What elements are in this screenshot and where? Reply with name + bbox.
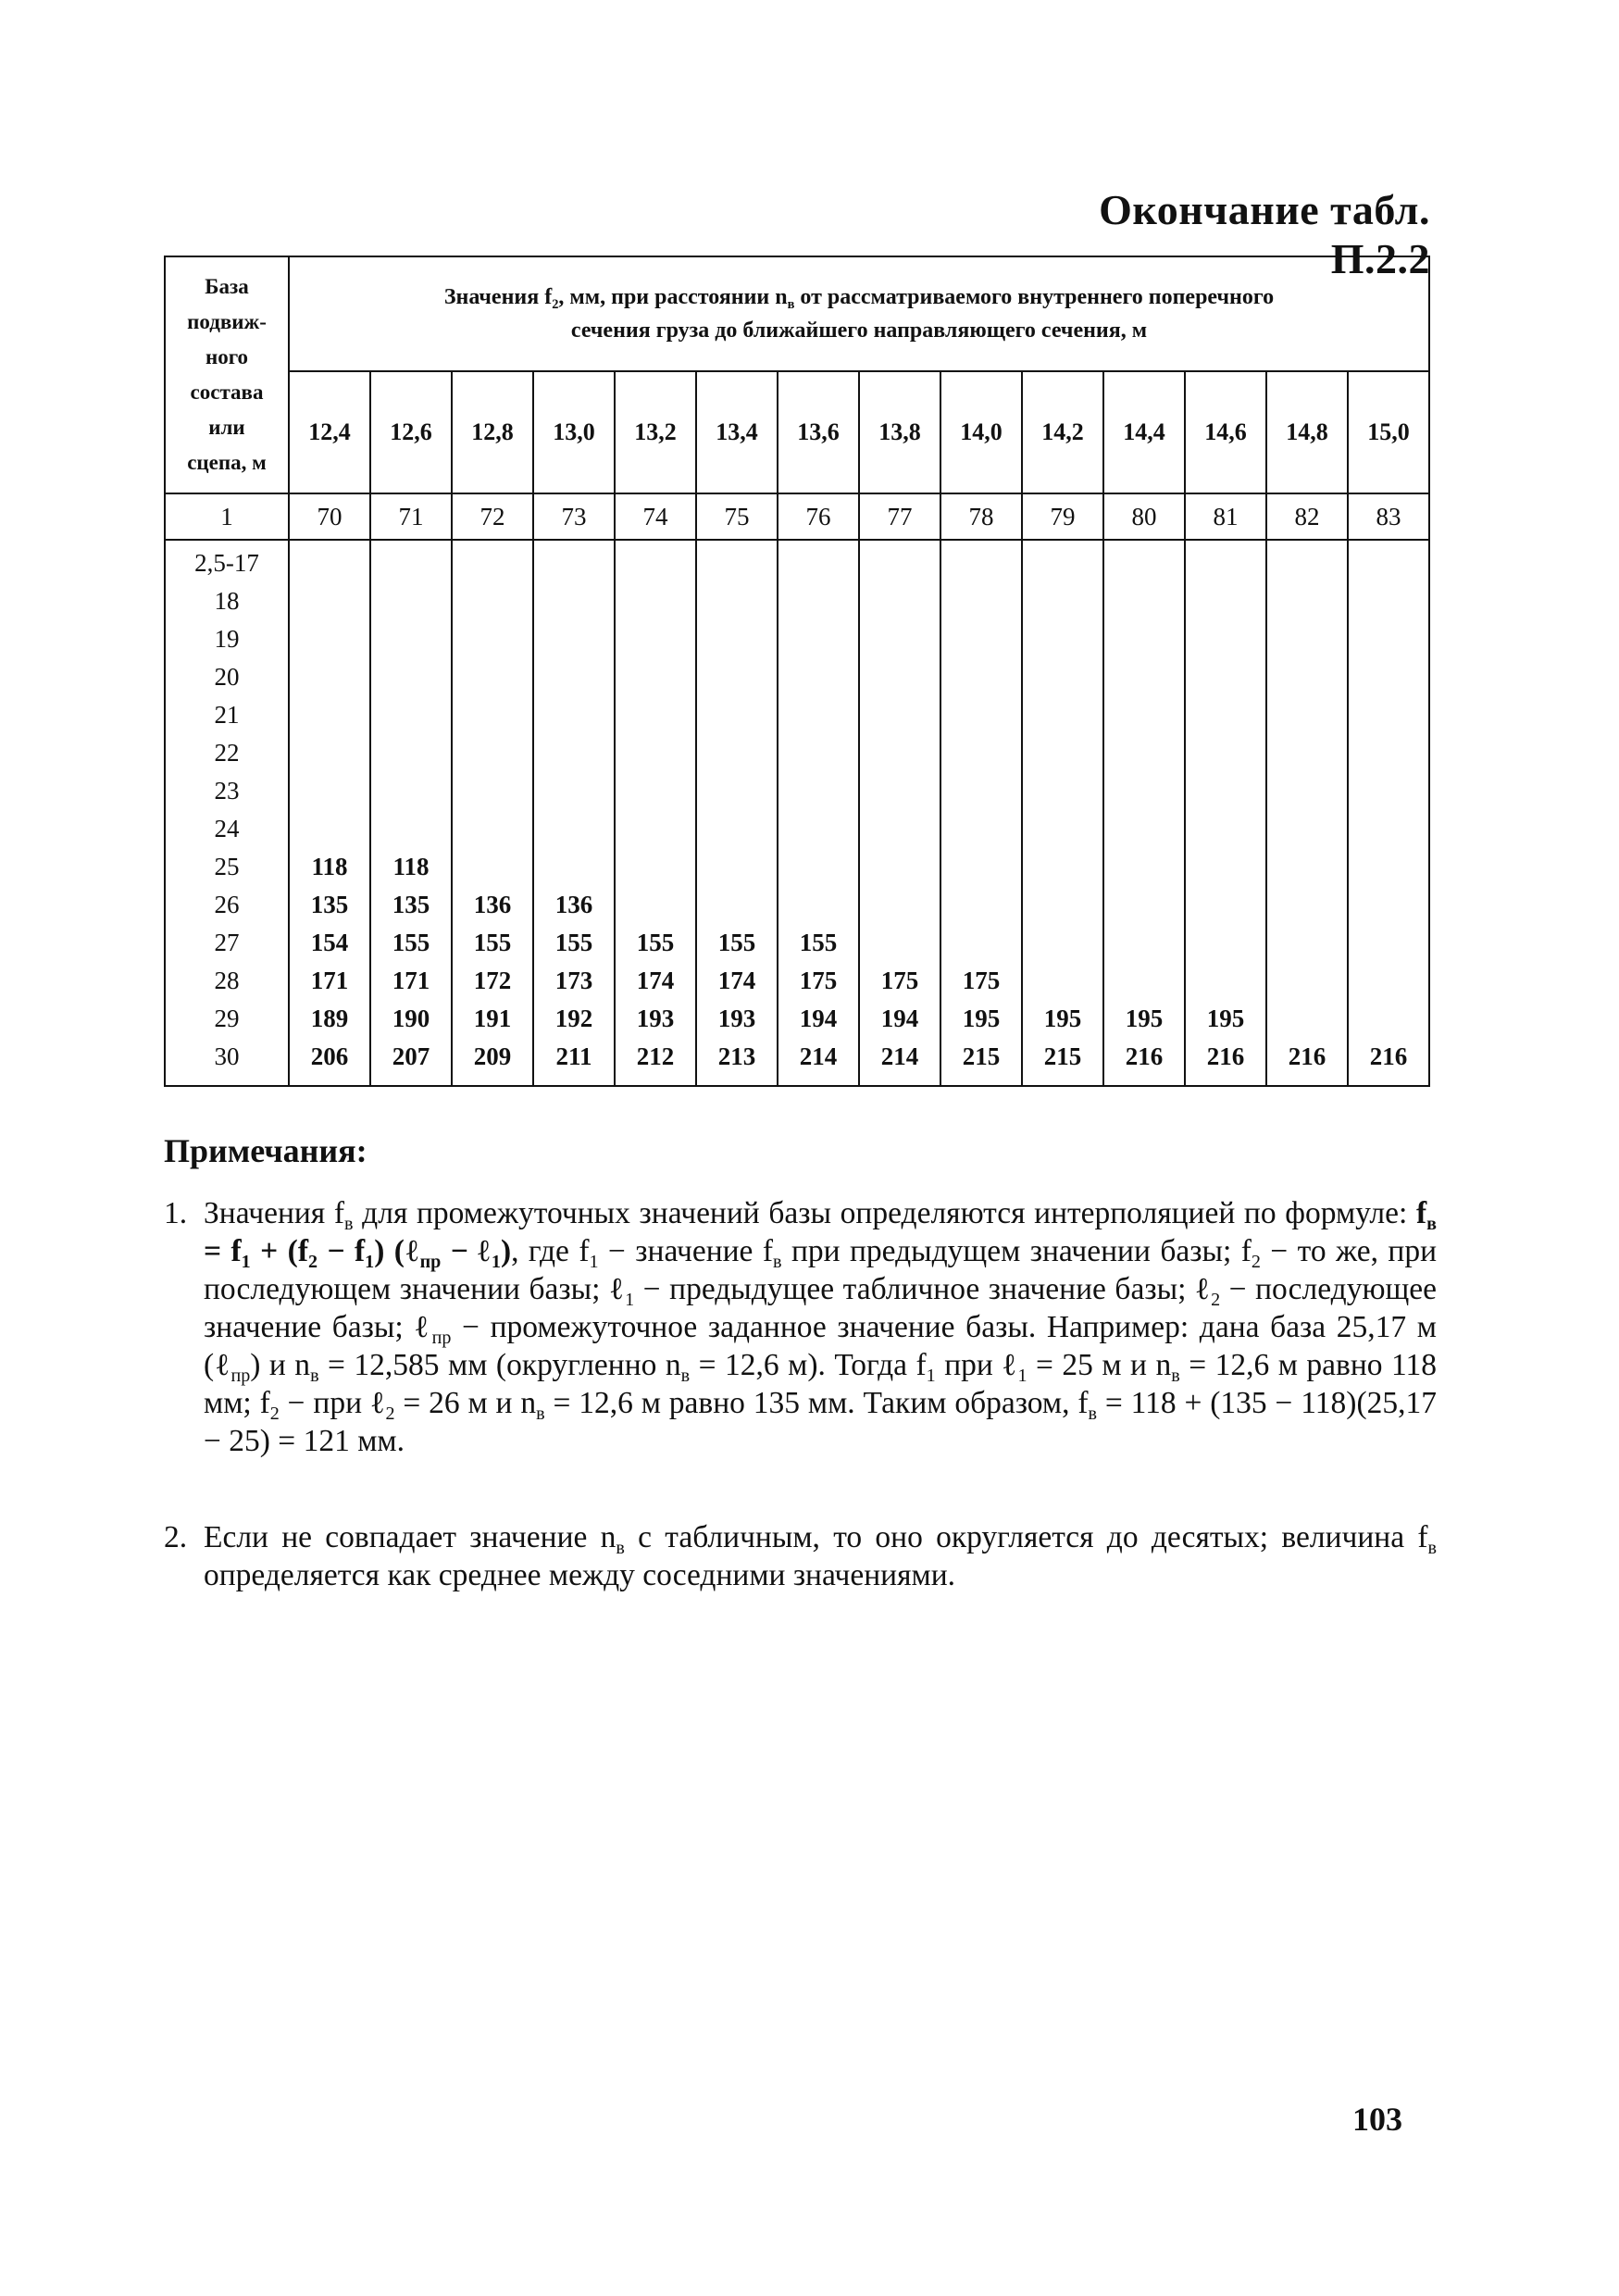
- clearance-value-cell: [1023, 582, 1102, 620]
- header-span-line1: Значения $f_2$, мм, при расстоянии $n_в$ от рассматриваемого внутреннего поперечного: [443, 285, 1275, 313]
- clearance-value-cell: [1349, 1000, 1428, 1038]
- clearance-value-cell: [1186, 658, 1265, 696]
- clearance-value-cell: [534, 810, 614, 848]
- clearance-value-cell: [534, 582, 614, 620]
- clearance-value-cell: [290, 620, 369, 658]
- clearance-value-cell: [616, 810, 695, 848]
- clearance-value-cell: [371, 734, 451, 772]
- clearance-value-cell: 155: [392, 929, 430, 956]
- clearance-value-cell: [860, 810, 940, 848]
- clearance-value-cell: [1186, 810, 1265, 848]
- clearance-value-column: [940, 540, 1022, 1086]
- note-2: [164, 1518, 1437, 1594]
- clearance-value-cell: [1023, 772, 1102, 810]
- clearance-value-cell: [778, 772, 858, 810]
- clearance-value-cell: [1186, 582, 1265, 620]
- header-base-lines: [166, 269, 288, 480]
- clearance-value-cell: [860, 544, 940, 582]
- header-distance-value: 12,8: [452, 371, 533, 493]
- clearance-value-cell: [1267, 544, 1347, 582]
- header-values-row: [165, 371, 1429, 493]
- column-number: 70: [289, 493, 370, 540]
- clearance-value-cell: [1267, 734, 1347, 772]
- base-length-value: 20: [214, 663, 240, 691]
- column-number: 81: [1185, 493, 1266, 540]
- clearance-value-cell: [1349, 924, 1428, 962]
- clearance-value-cell: 194: [799, 1004, 838, 1032]
- clearance-value-cell: 136: [554, 891, 593, 918]
- clearance-value-cell: 216: [1206, 1042, 1245, 1070]
- clearance-value-cell: [290, 582, 369, 620]
- clearance-value-cell: [860, 582, 940, 620]
- clearance-value-cell: [697, 658, 777, 696]
- clearance-value-cell: 189: [310, 1004, 349, 1032]
- clearance-value-cell: [616, 582, 695, 620]
- clearance-value-column: [696, 540, 778, 1086]
- clearance-value-cell: [697, 582, 777, 620]
- clearance-value-cell: 193: [636, 1004, 675, 1032]
- base-length-value: 25: [214, 853, 240, 880]
- clearance-value-cell: [616, 886, 695, 924]
- clearance-value-cell: [290, 696, 369, 734]
- clearance-value-cell: 175: [962, 967, 1001, 994]
- clearance-value-cell: [778, 620, 858, 658]
- clearance-value-cell: [1267, 810, 1347, 848]
- clearance-value-cell: [1104, 848, 1184, 886]
- clearance-value-cell: 173: [554, 967, 593, 994]
- clearance-value-cell: [534, 772, 614, 810]
- clearance-value-cell: [1267, 696, 1347, 734]
- clearance-value-cell: [371, 658, 451, 696]
- clearance-value-cell: 211: [555, 1042, 592, 1070]
- clearance-value-cell: 213: [717, 1042, 756, 1070]
- clearance-value-cell: 174: [717, 967, 756, 994]
- base-length-value: 2,5-17: [194, 549, 259, 577]
- clearance-value-cell: [778, 848, 858, 886]
- clearance-value-cell: 195: [962, 1004, 1001, 1032]
- clearance-value-cell: [1349, 620, 1428, 658]
- clearance-value-cell: 155: [717, 929, 756, 956]
- clearance-value-cell: [697, 620, 777, 658]
- clearance-value-cell: [1104, 696, 1184, 734]
- base-length-value: 22: [214, 739, 240, 767]
- clearance-value-column: [289, 540, 370, 1086]
- clearance-value-cell: [1104, 582, 1184, 620]
- column-number: 76: [778, 493, 859, 540]
- clearance-value-cell: 215: [1043, 1042, 1082, 1070]
- header-distance-value: 14,0: [940, 371, 1022, 493]
- clearance-value-cell: [697, 734, 777, 772]
- clearance-value-cell: 195: [1206, 1004, 1245, 1032]
- base-length-value: 19: [214, 625, 240, 653]
- base-length-value: 26: [214, 891, 240, 918]
- header-distance-value: 14,2: [1022, 371, 1103, 493]
- clearance-value-cell: [371, 696, 451, 734]
- clearance-value-cell: [453, 582, 532, 620]
- clearance-value-column: [859, 540, 940, 1086]
- clearance-value-cell: [941, 544, 1021, 582]
- clearance-value-cell: [371, 544, 451, 582]
- base-length-value: 28: [214, 967, 240, 994]
- clearance-value-cell: 214: [880, 1042, 919, 1070]
- column-number: 83: [1348, 493, 1429, 540]
- clearance-value-cell: [941, 772, 1021, 810]
- clearance-value-column: [1185, 540, 1266, 1086]
- table-continuation-title: Окончание табл. П.2.2: [1099, 186, 1430, 282]
- header-base-line: состава: [190, 381, 264, 404]
- clearance-value-cell: [1104, 734, 1184, 772]
- clearance-value-cell: [941, 658, 1021, 696]
- clearance-value-cell: [290, 810, 369, 848]
- column-number: 1: [165, 493, 289, 540]
- clearance-value-cell: [697, 772, 777, 810]
- clearance-value-cell: [941, 848, 1021, 886]
- column-number: 79: [1022, 493, 1103, 540]
- clearance-value-cell: [1267, 772, 1347, 810]
- clearance-value-cell: [290, 734, 369, 772]
- clearance-value-cell: [1023, 924, 1102, 962]
- base-length-value: 29: [214, 1004, 240, 1032]
- clearance-value-cell: [1349, 696, 1428, 734]
- clearance-value-cell: 136: [473, 891, 512, 918]
- base-length-column: [165, 540, 289, 1086]
- clearance-value-cell: 171: [392, 967, 430, 994]
- clearance-value-cell: 135: [310, 891, 349, 918]
- clearance-value-cell: [941, 582, 1021, 620]
- header-distance-value: 13,4: [696, 371, 778, 493]
- clearance-value-cell: [860, 772, 940, 810]
- clearance-value-column: [1103, 540, 1185, 1086]
- base-length-value: 18: [214, 587, 240, 615]
- clearance-value-cell: [534, 544, 614, 582]
- clearance-value-cell: [1267, 924, 1347, 962]
- header-distance-value: 14,6: [1185, 371, 1266, 493]
- clearance-value-column: [615, 540, 696, 1086]
- note-1: [164, 1194, 1437, 1460]
- clearance-value-cell: [1186, 924, 1265, 962]
- clearance-value-cell: [1267, 658, 1347, 696]
- clearance-value-cell: [534, 734, 614, 772]
- clearance-value-cell: [453, 696, 532, 734]
- header-span-line2: сечения груза до ближайшего направляющего сечения, м: [570, 318, 1148, 343]
- clearance-value-cell: [453, 620, 532, 658]
- clearance-value-cell: [453, 810, 532, 848]
- clearance-value-cell: [1104, 620, 1184, 658]
- clearance-value-cell: [941, 924, 1021, 962]
- clearance-value-cell: [371, 620, 451, 658]
- clearance-value-cell: [860, 848, 940, 886]
- clearance-value-column: [778, 540, 859, 1086]
- clearance-value-column: [1022, 540, 1103, 1086]
- header-base-line: подвиж-: [187, 310, 267, 333]
- clearance-value-cell: [1186, 772, 1265, 810]
- header-base-line: ного: [205, 345, 249, 368]
- clearance-value-cell: [1023, 886, 1102, 924]
- clearance-value-cell: 193: [717, 1004, 756, 1032]
- clearance-value-cell: [453, 658, 532, 696]
- clearance-value-cell: [941, 620, 1021, 658]
- clearance-value-cell: 118: [311, 853, 348, 880]
- page-number: 103: [1352, 2101, 1402, 2138]
- clearance-value-cell: [1267, 620, 1347, 658]
- header-distance-value: 13,2: [615, 371, 696, 493]
- clearance-value-cell: 215: [962, 1042, 1001, 1070]
- clearance-value-cell: [616, 734, 695, 772]
- clearance-value-cell: 175: [799, 967, 838, 994]
- clearance-value-cell: [1023, 620, 1102, 658]
- clearance-value-cell: [860, 886, 940, 924]
- clearance-value-cell: [1267, 1000, 1347, 1038]
- clearance-value-cell: [290, 544, 369, 582]
- clearance-value-cell: [860, 620, 940, 658]
- header-base-cell: [165, 256, 289, 493]
- clearance-value-cell: [616, 772, 695, 810]
- clearance-value-cell: [453, 848, 532, 886]
- clearance-value-cell: [1349, 810, 1428, 848]
- column-number: 77: [859, 493, 940, 540]
- clearance-value-cell: [1023, 544, 1102, 582]
- clearance-value-cell: 172: [473, 967, 512, 994]
- clearance-value-cell: 206: [310, 1042, 349, 1070]
- clearance-value-cell: [778, 886, 858, 924]
- clearance-value-cell: 212: [636, 1042, 675, 1070]
- clearance-value-cell: 194: [880, 1004, 919, 1032]
- clearance-value-cell: [290, 658, 369, 696]
- clearance-value-cell: [616, 544, 695, 582]
- clearance-value-cell: [1267, 848, 1347, 886]
- clearance-value-cell: [616, 658, 695, 696]
- clearance-value-cell: [778, 544, 858, 582]
- column-number: 82: [1266, 493, 1348, 540]
- clearance-value-cell: [1104, 886, 1184, 924]
- clearance-value-cell: [1023, 962, 1102, 1000]
- clearance-value-cell: [697, 848, 777, 886]
- clearance-value-cell: [1267, 582, 1347, 620]
- clearance-value-cell: [616, 848, 695, 886]
- clearance-value-cell: [860, 734, 940, 772]
- clearance-value-cell: [1267, 886, 1347, 924]
- clearance-value-cell: [1267, 962, 1347, 1000]
- clearance-value-cell: [534, 620, 614, 658]
- clearance-value-cell: [371, 772, 451, 810]
- clearance-value-cell: [534, 696, 614, 734]
- clearance-value-cell: [534, 658, 614, 696]
- clearance-value-cell: [778, 582, 858, 620]
- clearance-value-cell: 216: [1288, 1042, 1326, 1070]
- clearance-value-column: [1348, 540, 1429, 1086]
- clearance-value-cell: 214: [799, 1042, 838, 1070]
- clearance-value-cell: 118: [392, 853, 430, 880]
- clearance-value-cell: [1023, 658, 1102, 696]
- clearance-value-cell: 216: [1369, 1042, 1408, 1070]
- clearance-value-cell: [1186, 544, 1265, 582]
- clearance-value-cell: 195: [1043, 1004, 1082, 1032]
- header-base-line: сцепа, м: [187, 451, 267, 474]
- column-numbers-row: [165, 493, 1429, 540]
- note-1-number: 1.: [164, 1196, 188, 1230]
- clearance-value-cell: 216: [1125, 1042, 1164, 1070]
- column-number: 80: [1103, 493, 1185, 540]
- clearance-value-cell: [1349, 734, 1428, 772]
- clearance-value-cell: [1104, 658, 1184, 696]
- header-distance-value: 14,4: [1103, 371, 1185, 493]
- clearance-value-cell: [616, 620, 695, 658]
- clearance-value-cell: [1186, 886, 1265, 924]
- header-distance-value: 14,8: [1266, 371, 1348, 493]
- clearance-value-cell: [941, 696, 1021, 734]
- clearance-values-table: [164, 256, 1430, 1087]
- clearance-value-cell: 155: [799, 929, 838, 956]
- note-2-text: Если не совпадает значение $n_в$ с табличным, то оно округляется до десятых; величина $f_в$ определяется как среднее между соседними значениями.: [204, 1520, 1438, 1592]
- header-distance-value: 13,0: [533, 371, 615, 493]
- header-base-line: База: [205, 275, 249, 298]
- clearance-value-cell: 209: [473, 1042, 512, 1070]
- clearance-value-cell: [860, 658, 940, 696]
- clearance-value-cell: [1186, 962, 1265, 1000]
- clearance-value-cell: [1104, 810, 1184, 848]
- clearance-value-column: [1266, 540, 1348, 1086]
- clearance-value-cell: [1023, 810, 1102, 848]
- column-number: 72: [452, 493, 533, 540]
- column-number: 71: [370, 493, 452, 540]
- note-2-number: 2.: [164, 1520, 188, 1554]
- clearance-value-cell: [860, 696, 940, 734]
- clearance-value-cell: [1349, 772, 1428, 810]
- clearance-value-cell: [697, 696, 777, 734]
- clearance-value-cell: [1104, 544, 1184, 582]
- clearance-value-cell: [1186, 848, 1265, 886]
- column-number: 74: [615, 493, 696, 540]
- clearance-value-cell: [860, 924, 940, 962]
- base-length-value: 30: [214, 1042, 240, 1070]
- clearance-value-column: [452, 540, 533, 1086]
- clearance-value-cell: 155: [636, 929, 675, 956]
- header-distance-value: 12,6: [370, 371, 452, 493]
- clearance-value-cell: [1104, 962, 1184, 1000]
- clearance-value-cell: [371, 582, 451, 620]
- clearance-value-cell: [697, 544, 777, 582]
- column-number: 73: [533, 493, 615, 540]
- clearance-value-cell: [941, 886, 1021, 924]
- note-1-text: Значения $f_в$ для промежуточных значений базы определяются интерполяцией по формуле: $f_в = f_1 + (f_2 - f_1)$ (ℓ$_{пр}$ − ℓ$_1$), где $f_1$ − значение $f_в$ при предыдущем значении базы; $f_2$ − то же, при последующем значении базы; ℓ$_1$ − предыдущее табличное значение базы; ℓ$_2$ − последующее значение базы; ℓ$_{пр}$ − промежуточное заданное значение базы. Например: дана база 25,17 м (ℓ$_{пр}$) и $n_в = 12,585$ мм (округленно $n_в = 12,6$ м). Тогда $f_1$ при ℓ$_1$ = 25 м и $n_в = 12,6$ м равно 118 мм; $f_2$ − при ℓ$_2$ = 26 м и $n_в = 12,6$ м равно 135 мм. Таким образом, $f_в = 118 + (135 - 118)(25,17 - 25) = 121$ мм.: [204, 1196, 1438, 1458]
- clearance-value-cell: [697, 810, 777, 848]
- clearance-value-column: [370, 540, 452, 1086]
- clearance-value-cell: [1186, 696, 1265, 734]
- clearance-value-cell: [1104, 772, 1184, 810]
- clearance-value-cell: 175: [880, 967, 919, 994]
- header-distance-value: 13,6: [778, 371, 859, 493]
- header-span-cell: [289, 256, 1429, 371]
- clearance-value-cell: 155: [554, 929, 593, 956]
- clearance-value-cell: [941, 734, 1021, 772]
- clearance-value-column: [533, 540, 615, 1086]
- clearance-value-cell: [534, 848, 614, 886]
- clearance-value-cell: 155: [473, 929, 512, 956]
- clearance-value-cell: [1349, 848, 1428, 886]
- clearance-value-cell: [1349, 658, 1428, 696]
- clearance-value-cell: [778, 734, 858, 772]
- clearance-value-cell: [616, 696, 695, 734]
- clearance-value-cell: 195: [1125, 1004, 1164, 1032]
- clearance-value-cell: 192: [554, 1004, 593, 1032]
- clearance-value-cell: [778, 658, 858, 696]
- base-length-value: 23: [214, 777, 240, 805]
- column-number: 78: [940, 493, 1022, 540]
- clearance-value-cell: 190: [392, 1004, 430, 1032]
- clearance-value-cell: [371, 810, 451, 848]
- header-distance-value: 13,8: [859, 371, 940, 493]
- clearance-value-cell: [1023, 734, 1102, 772]
- clearance-value-cell: [1104, 924, 1184, 962]
- clearance-value-cell: 207: [392, 1042, 430, 1070]
- clearance-value-cell: 135: [392, 891, 430, 918]
- clearance-value-cell: [1349, 544, 1428, 582]
- clearance-value-cell: [1349, 886, 1428, 924]
- clearance-value-cell: [453, 772, 532, 810]
- clearance-value-cell: [1186, 734, 1265, 772]
- clearance-value-cell: [453, 544, 532, 582]
- clearance-value-cell: [1023, 848, 1102, 886]
- clearance-value-cell: [941, 810, 1021, 848]
- clearance-value-cell: [778, 696, 858, 734]
- clearance-value-cell: [290, 772, 369, 810]
- notes-title: Примечания:: [164, 1132, 367, 1169]
- clearance-value-cell: [778, 810, 858, 848]
- base-length-value: 21: [214, 701, 240, 729]
- header-distance-value: 12,4: [289, 371, 370, 493]
- base-length-value: 27: [214, 929, 240, 956]
- clearance-value-cell: 154: [310, 929, 349, 956]
- clearance-value-cell: [697, 886, 777, 924]
- header-distance-value: 15,0: [1348, 371, 1429, 493]
- table-body-row: [165, 540, 1429, 1086]
- clearance-value-cell: [453, 734, 532, 772]
- clearance-value-cell: 174: [636, 967, 675, 994]
- base-length-value: 24: [214, 815, 240, 842]
- clearance-value-cell: [1186, 620, 1265, 658]
- header-base-line: или: [208, 416, 245, 439]
- column-number: 75: [696, 493, 778, 540]
- clearance-value-cell: [1349, 962, 1428, 1000]
- clearance-value-cell: [1023, 696, 1102, 734]
- clearance-value-cell: 191: [473, 1004, 512, 1032]
- clearance-value-cell: [1349, 582, 1428, 620]
- clearance-value-cell: 171: [310, 967, 349, 994]
